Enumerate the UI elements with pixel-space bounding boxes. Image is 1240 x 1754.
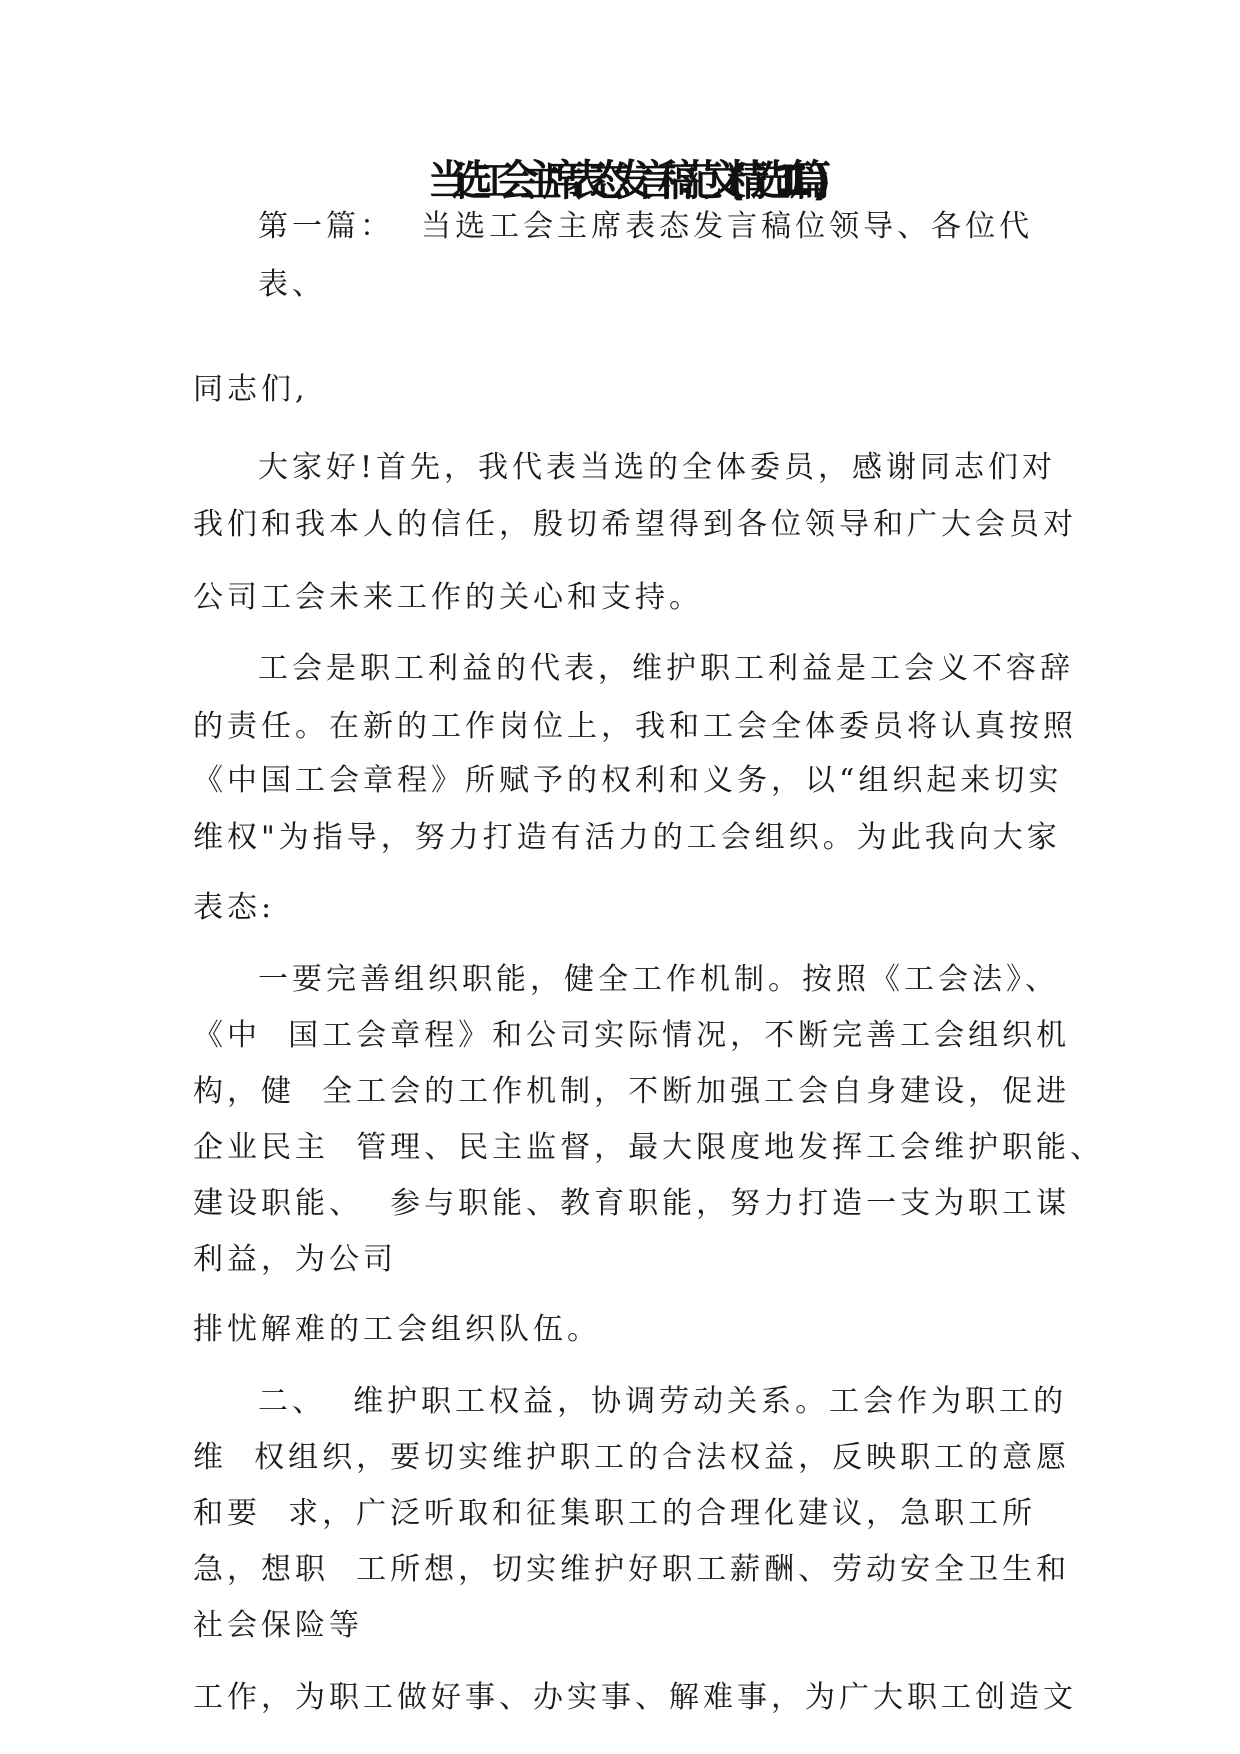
document-title: 当选工会主席表态发言稿范文(精选11 篇) [427,156,813,205]
paragraph-line: 利益，为公司 [193,1242,397,1277]
paragraph-line: 维 权组织，要切实维护职工的合法权益，反映职工的意愿 [193,1440,1071,1475]
paragraph-line: 第一篇： 当选工会主席表态发言稿位领导、各位代 [258,209,1034,244]
paragraph-line: 一要完善组织职能，健全工作机制。按照《工会法》、 [258,962,1059,997]
paragraph-line: 《中 国工会章程》和公司实际情况，不断完善工会组织机 [193,1018,1071,1053]
paragraph-line: 公司工会未来工作的关心和支持。 [193,580,703,615]
paragraph-line: 构，健 全工会的工作机制，不断加强工会自身建设，促进 [193,1074,1071,1109]
paragraph-line: 维权"为指导，努力打造有活力的工会组织。为此我向大家 [193,820,1061,855]
paragraph-line: 社会保险等 [193,1608,363,1643]
paragraph-line: 建设职能、 参与职能、教育职能，努力打造一支为职工谋 [193,1186,1071,1221]
paragraph-line: 和要 求，广泛听取和征集职工的合理化建议，急职工所 [193,1496,1037,1531]
paragraph-line: 同志们, [193,372,309,407]
paragraph-line: 我们和我本人的信任，殷切希望得到各位领导和广大会员对 [193,507,1077,542]
paragraph-line: 企业民主 管理、民主监督，最大限度地发挥工会维护职能、 [193,1130,1105,1165]
paragraph-line: 工作，为职工做好事、办实事、解难事，为广大职工创造文 [193,1680,1077,1715]
paragraph-line: 《中国工会章程》所赋予的权利和义务，以“组织起来切实 [193,763,1063,798]
paragraph-line: 二、 维护职工权益，协调劳动关系。工会作为职工的 [258,1384,1068,1419]
paragraph-line: 工会是职工利益的代表，维护职工利益是工会义不容辞 [258,651,1074,686]
paragraph-line: 排忧解难的工会组织队伍。 [193,1312,601,1347]
paragraph-line: 的责任。在新的工作岗位上，我和工会全体委员将认真按照 [193,709,1077,744]
paragraph-line: 表态: [193,890,276,925]
paragraph-line: 急，想职 工所想，切实维护好职工薪酬、劳动安全卫生和 [193,1552,1071,1587]
paragraph-line: 大家好!首先，我代表当选的全体委员，感谢同志们对 [258,450,1057,485]
paragraph-line: 表、 [258,267,326,302]
